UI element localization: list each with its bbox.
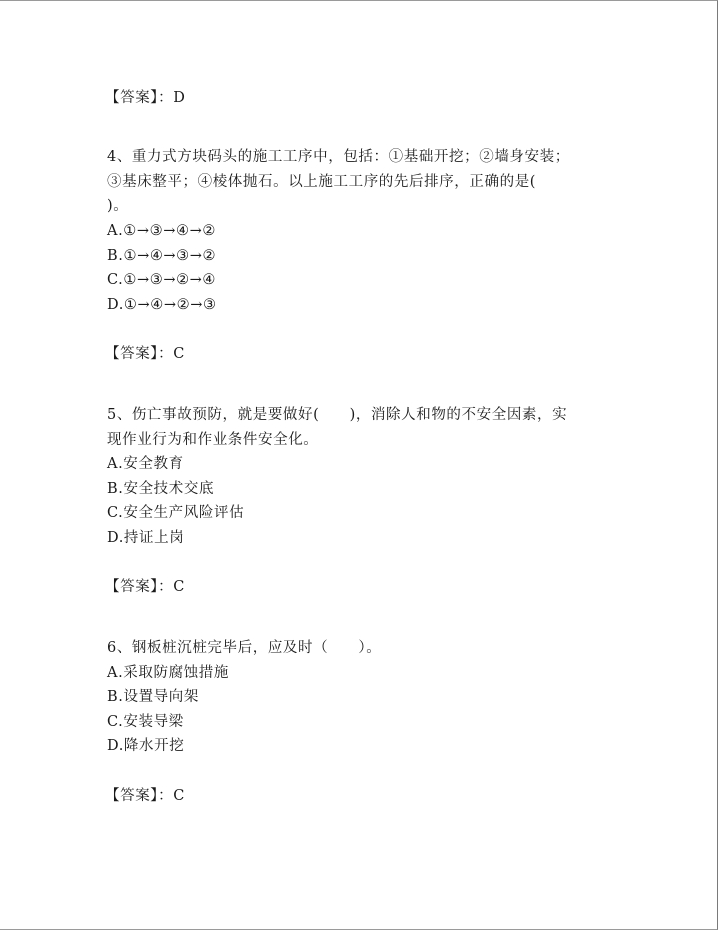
- question-5-stem-line-1: 5、伤亡事故预防，就是要做好( )，消除人和物的不安全因素，实: [107, 407, 568, 423]
- answer-line-6: [105, 786, 185, 806]
- question-5-option-d: D.持证上岗: [107, 530, 185, 546]
- question-6-option-a: A.采取防腐蚀措施: [107, 665, 229, 681]
- question-6-stem-line-1: 6、钢板桩沉桩完毕后，应及时（ ）。: [107, 640, 382, 656]
- question-5-option-c: C.安全生产风险评估: [107, 505, 245, 521]
- question-4-stem-line-2: ③基床整平；④棱体抛石。以上施工工序的先后排序，正确的是(: [107, 174, 537, 190]
- question-5-option-b: B.安全技术交底: [107, 481, 215, 497]
- question-4-option-d: D.①→④→②→③: [107, 297, 217, 313]
- question-4-option-c: C.①→③→②→④: [107, 272, 217, 288]
- answer-value: C: [173, 346, 185, 362]
- question-4-option-b: B.①→④→③→②: [107, 248, 217, 264]
- question-5-option-a: A.安全教育: [107, 456, 184, 472]
- question-5-stem-line-2: 现作业行为和作业条件安全化。: [107, 432, 319, 448]
- answer-value: C: [173, 579, 185, 595]
- answer-line-5: [105, 577, 185, 597]
- answer-value: C: [173, 788, 185, 804]
- answer-label: 【答案】：: [105, 788, 174, 804]
- question-6-option-b: B.设置导向架: [107, 689, 199, 705]
- answer-label: 【答案】：: [105, 90, 174, 106]
- answer-label: 【答案】：: [105, 346, 174, 362]
- question-4-option-a: A.①→③→④→②: [107, 223, 216, 239]
- question-6-option-d: D.降水开挖: [107, 738, 185, 754]
- question-4-stem-line-1: 4、重力式方块码头的施工工序中，包括：①基础开挖；②墙身安装；: [107, 149, 570, 165]
- answer-label: 【答案】：: [105, 579, 174, 595]
- answer-value: D: [173, 90, 186, 106]
- question-6-option-c: C.安装导梁: [107, 714, 184, 730]
- answer-line-4: [105, 344, 185, 364]
- question-4-stem-line-3: )。: [107, 198, 129, 214]
- answer-line-1: [105, 88, 185, 108]
